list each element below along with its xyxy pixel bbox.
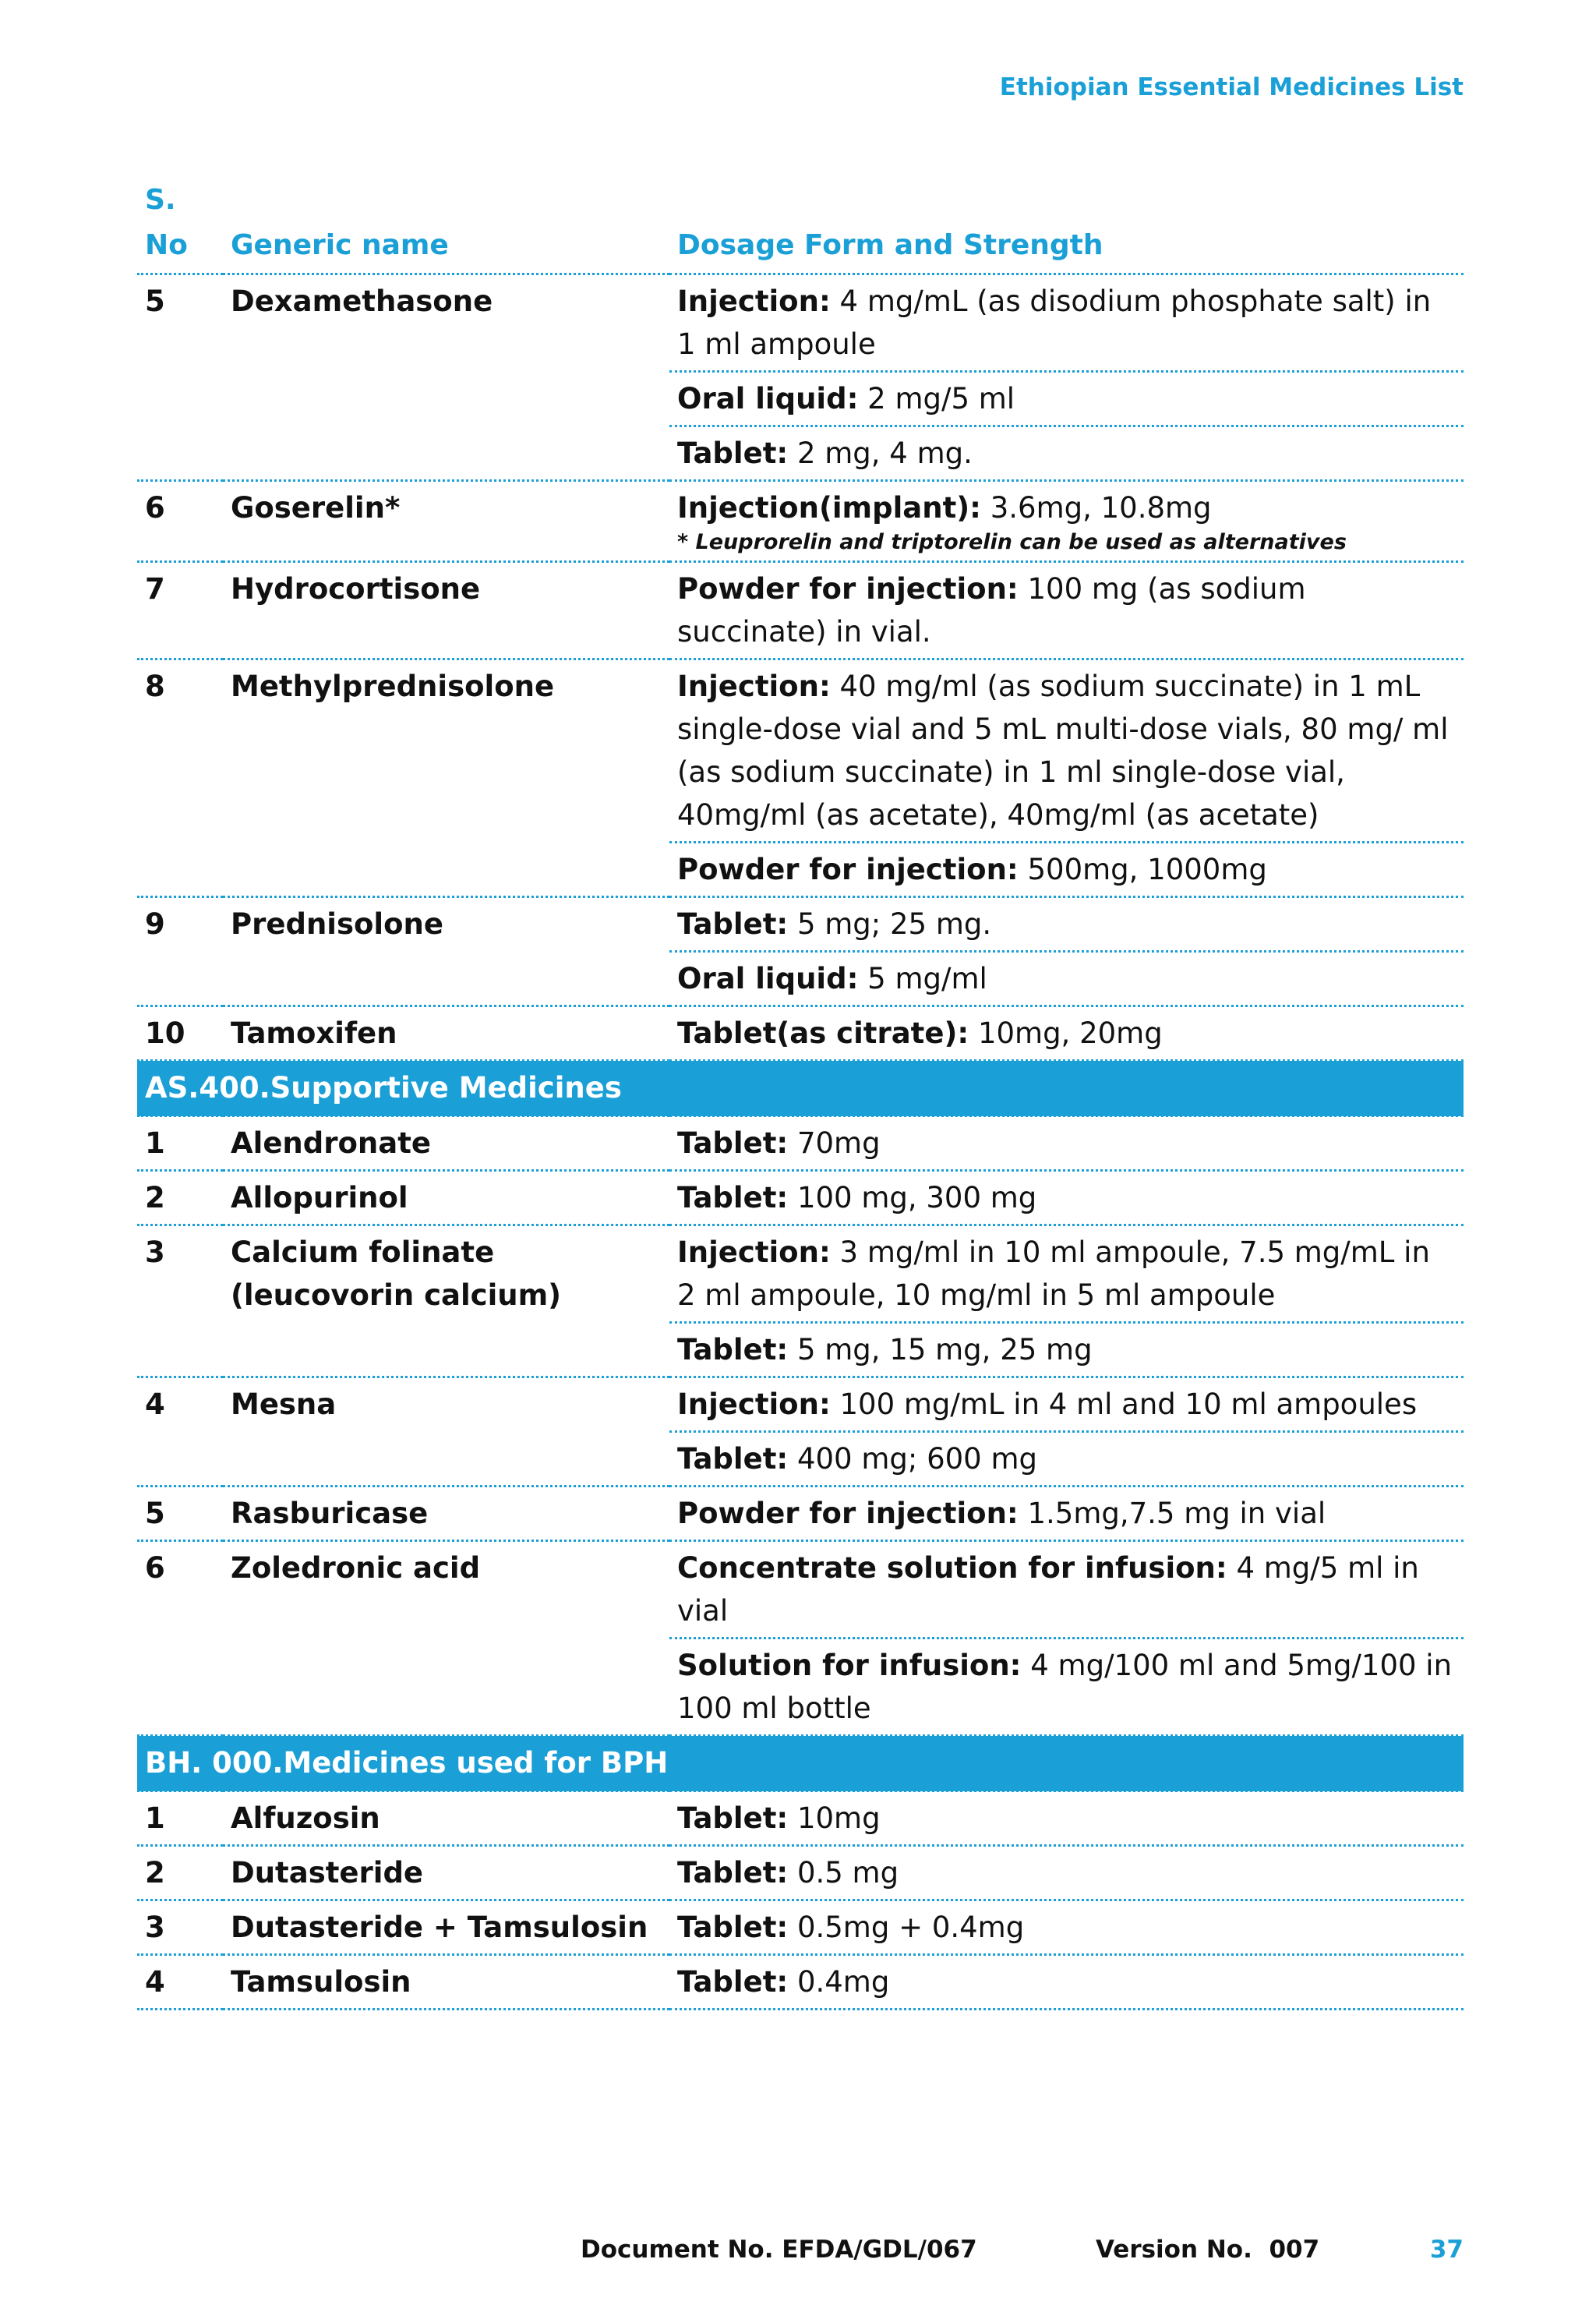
dosage-entry <box>669 1900 1464 1955</box>
serial-no: 1 <box>137 1791 223 1846</box>
generic-name: Zoledronic acid <box>223 1541 669 1736</box>
dosage-entry <box>669 1791 1464 1846</box>
dosage-strength: 500mg, 1000mg <box>1018 853 1267 886</box>
dosage-form-label: Tablet: <box>677 1801 789 1835</box>
table-row <box>137 1541 1464 1639</box>
table-row <box>137 1116 1464 1171</box>
dosage-strength: 4 mg/100 ml and 5mg/100 in 100 ml bottle <box>677 1649 1453 1725</box>
dosage-entry <box>669 481 1464 562</box>
dosage-strength: 5 mg, 15 mg, 25 mg <box>788 1333 1093 1366</box>
column-header-dosage-form: Dosage Form and Strength <box>669 173 1464 274</box>
generic-name: Calcium folinate (leucovorin calcium) <box>223 1225 669 1377</box>
dosage-strength: 100 mg, 300 mg <box>788 1181 1037 1214</box>
dosage-strength: 100 mg (as sodium succinate) in vial. <box>677 572 1306 649</box>
dosage-entry <box>669 1955 1464 2010</box>
table-row <box>137 1900 1464 1955</box>
generic-name: Alfuzosin <box>223 1791 669 1846</box>
dosage-form-label: Concentrate solution for infusion: <box>677 1551 1227 1585</box>
table-row <box>137 1791 1464 1846</box>
dosage-entry <box>669 952 1464 1006</box>
serial-no: 3 <box>137 1225 223 1377</box>
table-row <box>137 1955 1464 2010</box>
medicines-table <box>137 173 1464 2010</box>
dosage-strength: 4 mg/mL (as disodium phosphate salt) in 1 ml ampoule <box>677 285 1432 361</box>
dosage-form-label: Injection: <box>677 670 831 703</box>
dosage-entry <box>669 659 1464 843</box>
dosage-strength: 40 mg/ml (as sodium succinate) in 1 mL single-dose vial and 5 mL multi-dose vials, 80 mg/ ml (as sodium succinate) in 1 ml single-dose vial, 40mg/ml (as acetate), 40mg/ml (as acetate) <box>677 670 1449 832</box>
section-heading-supportive-medicines: AS.400.Supportive Medicines <box>137 1061 1464 1116</box>
generic-name: Methylprednisolone <box>223 659 669 897</box>
generic-name: Alendronate <box>223 1116 669 1171</box>
table-row <box>137 897 1464 952</box>
dosage-form-label: Oral liquid: <box>677 962 859 995</box>
generic-name: Hydrocortisone <box>223 562 669 659</box>
generic-name: Allopurinol <box>223 1171 669 1225</box>
dosage-form-label: Injection: <box>677 1388 831 1421</box>
dosage-form-label: Tablet: <box>677 1911 789 1944</box>
alternatives-note: * Leuprorelin and triptorelin can be used as alternatives <box>677 530 1347 554</box>
section-heading-row <box>137 1736 1464 1791</box>
dosage-entry <box>669 843 1464 897</box>
generic-name: Dutasteride <box>223 1846 669 1900</box>
dosage-strength: 5 mg; 25 mg. <box>788 907 992 941</box>
dosage-form-label: Tablet: <box>677 1856 789 1890</box>
dosage-strength: 3 mg/ml in 10 ml ampoule, 7.5 mg/mL in 2 ml ampoule, 10 mg/ml in 5 ml ampoule <box>677 1236 1430 1312</box>
table-header-row <box>137 173 1464 274</box>
dosage-strength: 400 mg; 600 mg <box>788 1442 1037 1476</box>
table-row <box>137 1377 1464 1432</box>
dosage-entry <box>669 1225 1464 1323</box>
serial-no: 5 <box>137 274 223 481</box>
dosage-entry <box>669 1846 1464 1900</box>
generic-name: Rasburicase <box>223 1487 669 1541</box>
dosage-entry <box>669 1116 1464 1171</box>
table-row <box>137 1846 1464 1900</box>
dosage-form-label: Powder for injection: <box>677 853 1019 886</box>
dosage-entry <box>669 1006 1464 1061</box>
table-row <box>137 1171 1464 1225</box>
generic-name: Prednisolone <box>223 897 669 1006</box>
table-row <box>137 659 1464 843</box>
dosage-strength: 0.5mg + 0.4mg <box>788 1911 1025 1944</box>
generic-name: Mesna <box>223 1377 669 1487</box>
page-number: 37 <box>1429 2236 1464 2264</box>
dosage-strength: 100 mg/mL in 4 ml and 10 ml ampoules <box>830 1388 1418 1421</box>
dosage-entry <box>669 426 1464 481</box>
dosage-strength: 2 mg/5 ml <box>858 382 1015 415</box>
dosage-entry <box>669 1377 1464 1432</box>
section-heading-bph-medicines: BH. 000.Medicines used for BPH <box>137 1736 1464 1791</box>
dosage-entry <box>669 897 1464 952</box>
dosage-strength: 0.5 mg <box>788 1856 899 1890</box>
serial-no: 9 <box>137 897 223 1006</box>
dosage-strength: 1.5mg,7.5 mg in vial <box>1018 1497 1326 1530</box>
dosage-form-label: Solution for infusion: <box>677 1649 1022 1682</box>
dosage-strength: 2 mg, 4 mg. <box>788 437 973 470</box>
footer-document-number: Document No. EFDA/GDL/067 <box>581 2236 977 2264</box>
dosage-form-label: Tablet: <box>677 1965 789 1999</box>
dosage-entry <box>669 274 1464 372</box>
dosage-form-label: Powder for injection: <box>677 572 1019 606</box>
table-row <box>137 1006 1464 1061</box>
dosage-entry <box>669 1639 1464 1736</box>
serial-no: 4 <box>137 1955 223 2010</box>
section-heading-row <box>137 1061 1464 1116</box>
dosage-form-label: Oral liquid: <box>677 382 859 415</box>
dosage-strength: 5 mg/ml <box>858 962 987 995</box>
generic-name: Dexamethasone <box>223 274 669 481</box>
dosage-form-label: Tablet: <box>677 1126 789 1160</box>
dosage-entry <box>669 1541 1464 1639</box>
table-row <box>137 1487 1464 1541</box>
dosage-form-label: Tablet: <box>677 907 789 941</box>
dosage-entry <box>669 1432 1464 1487</box>
dosage-strength: 0.4mg <box>788 1965 890 1999</box>
serial-no: 7 <box>137 562 223 659</box>
serial-no: 5 <box>137 1487 223 1541</box>
dosage-strength: 70mg <box>788 1126 881 1160</box>
serial-no: 3 <box>137 1900 223 1955</box>
dosage-entry <box>669 1487 1464 1541</box>
generic-name: Dutasteride + Tamsulosin <box>223 1900 669 1955</box>
dosage-form-label: Tablet: <box>677 1333 789 1366</box>
column-header-generic-name: Generic name <box>223 173 669 274</box>
footer-version-number: Version No. 007 <box>1096 2236 1320 2264</box>
dosage-entry <box>669 1323 1464 1377</box>
serial-no: 10 <box>137 1006 223 1061</box>
generic-name: Tamoxifen <box>223 1006 669 1061</box>
dosage-entry <box>669 372 1464 426</box>
dosage-strength: 10mg <box>788 1801 881 1835</box>
dosage-form-label: Tablet: <box>677 1181 789 1214</box>
dosage-form-label: Tablet: <box>677 437 789 470</box>
dosage-form-label: Tablet(as citrate): <box>677 1016 969 1050</box>
generic-name: Goserelin* <box>223 481 669 562</box>
serial-no: 8 <box>137 659 223 897</box>
dosage-entry <box>669 1171 1464 1225</box>
dosage-strength: 10mg, 20mg <box>969 1016 1163 1050</box>
dosage-form-label: Injection: <box>677 285 831 318</box>
dosage-form-label: Powder for injection: <box>677 1497 1019 1530</box>
table-row <box>137 562 1464 659</box>
table-row <box>137 481 1464 562</box>
dosage-form-label: Injection: <box>677 1236 831 1269</box>
serial-no: 2 <box>137 1846 223 1900</box>
dosage-entry <box>669 562 1464 659</box>
running-header-title: Ethiopian Essential Medicines List <box>999 73 1464 101</box>
dosage-strength: 3.6mg, 10.8mg <box>980 491 1212 525</box>
column-header-serial-no: S. No <box>137 173 223 274</box>
serial-no: 4 <box>137 1377 223 1487</box>
serial-no: 1 <box>137 1116 223 1171</box>
dosage-form-label: Tablet: <box>677 1442 789 1476</box>
generic-name: Tamsulosin <box>223 1955 669 2010</box>
dosage-strength: 4 mg/5 ml in vial <box>677 1551 1419 1628</box>
table-row <box>137 274 1464 372</box>
table-row <box>137 1225 1464 1323</box>
serial-no: 6 <box>137 481 223 562</box>
dosage-form-label: Injection(implant): <box>677 491 981 525</box>
serial-no: 6 <box>137 1541 223 1736</box>
serial-no: 2 <box>137 1171 223 1225</box>
